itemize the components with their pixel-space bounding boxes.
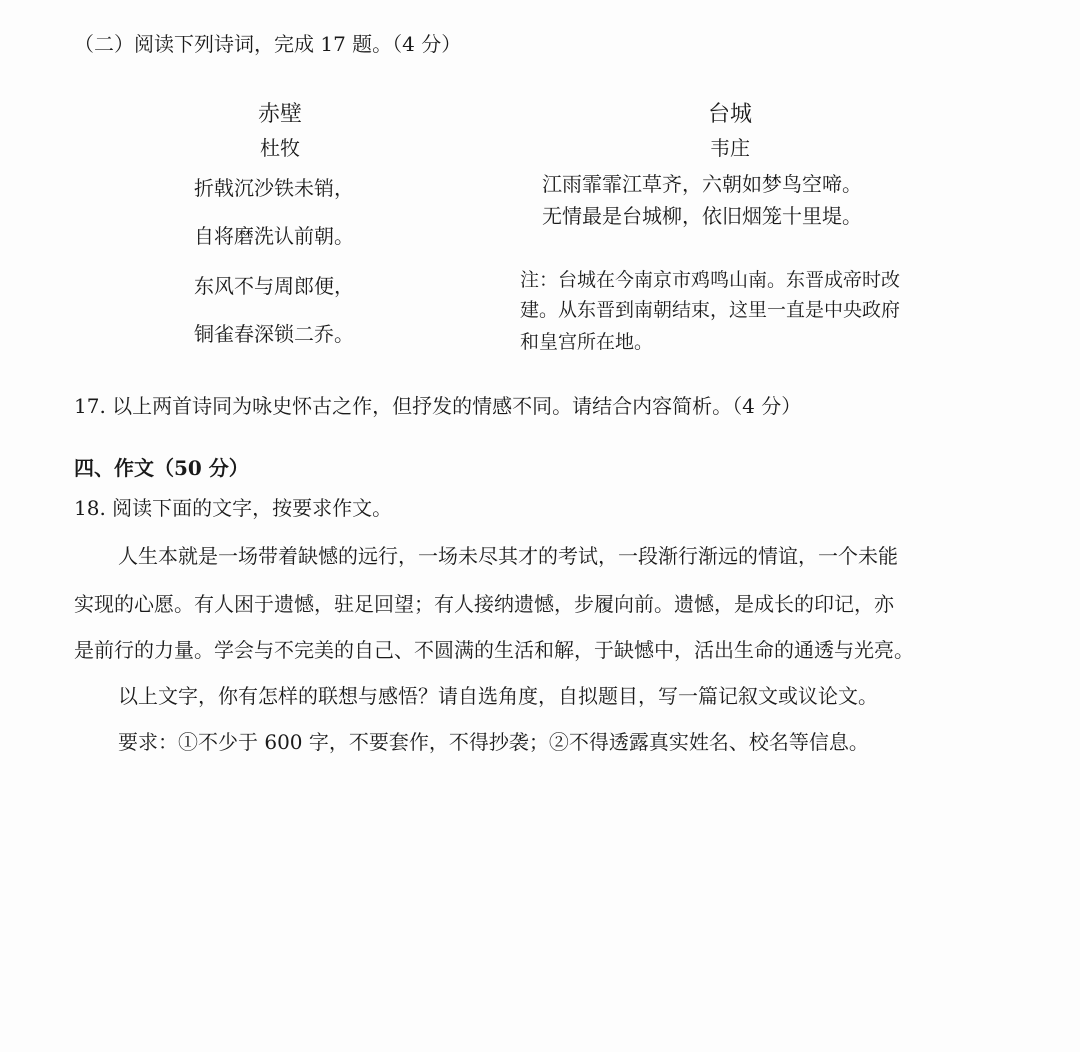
- poem-note: 建。从东晋到南朝结束，这里一直是中央政府: [520, 299, 901, 321]
- poem-line: 铜雀春深锁二乔。: [194, 322, 354, 346]
- poem-line: 折戟沉沙铁未销，: [194, 176, 354, 200]
- poem-author: 韦庄: [710, 136, 750, 160]
- part-heading: 四、作文（50 分）: [74, 456, 249, 480]
- writing-prompt: 以上文字，你有怎样的联想与感悟？请自选角度，自拟题目，写一篇记叙文或议论文。: [118, 684, 878, 708]
- passage-line: 实现的心愿。有人困于遗憾，驻足回望；有人接纳遗憾，步履向前。遗憾，是成长的印记，亦: [74, 592, 894, 616]
- passage-line: 人生本就是一场带着缺憾的远行，一场未尽其才的考试，一段渐行渐远的情谊，一个未能: [118, 544, 898, 568]
- poem-line: 自将磨洗认前朝。: [194, 224, 354, 248]
- poem-title: 赤壁: [257, 102, 302, 127]
- question-18: 18. 阅读下面的文字，按要求作文。: [74, 496, 393, 520]
- poem-line: 江雨霏霏江草齐，六朝如梦鸟空啼。: [542, 172, 862, 196]
- question-17: 17. 以上两首诗同为咏史怀古之作，但抒发的情感不同。请结合内容简析。（4 分）: [74, 394, 802, 418]
- poem-note: 注：台城在今南京市鸡鸣山南。东晋成帝时改: [520, 269, 901, 291]
- writing-requirements: 要求：①不少于 600 字，不要套作，不得抄袭；②不得透露真实姓名、校名等信息。: [118, 730, 869, 754]
- passage-line: 是前行的力量。学会与不完美的自己、不圆满的生活和解，于缺憾中，活出生命的通透与光亮。: [74, 638, 914, 662]
- section-heading: （二）阅读下列诗词，完成 17 题。（4 分）: [74, 32, 462, 56]
- poem-line: 无情最是台城柳，依旧烟笼十里堤。: [542, 204, 862, 228]
- poem-title: 台城: [707, 102, 752, 127]
- poem-author: 杜牧: [260, 136, 300, 160]
- poem-line: 东风不与周郎便，: [194, 274, 354, 298]
- poem-note: 和皇宫所在地。: [520, 331, 654, 353]
